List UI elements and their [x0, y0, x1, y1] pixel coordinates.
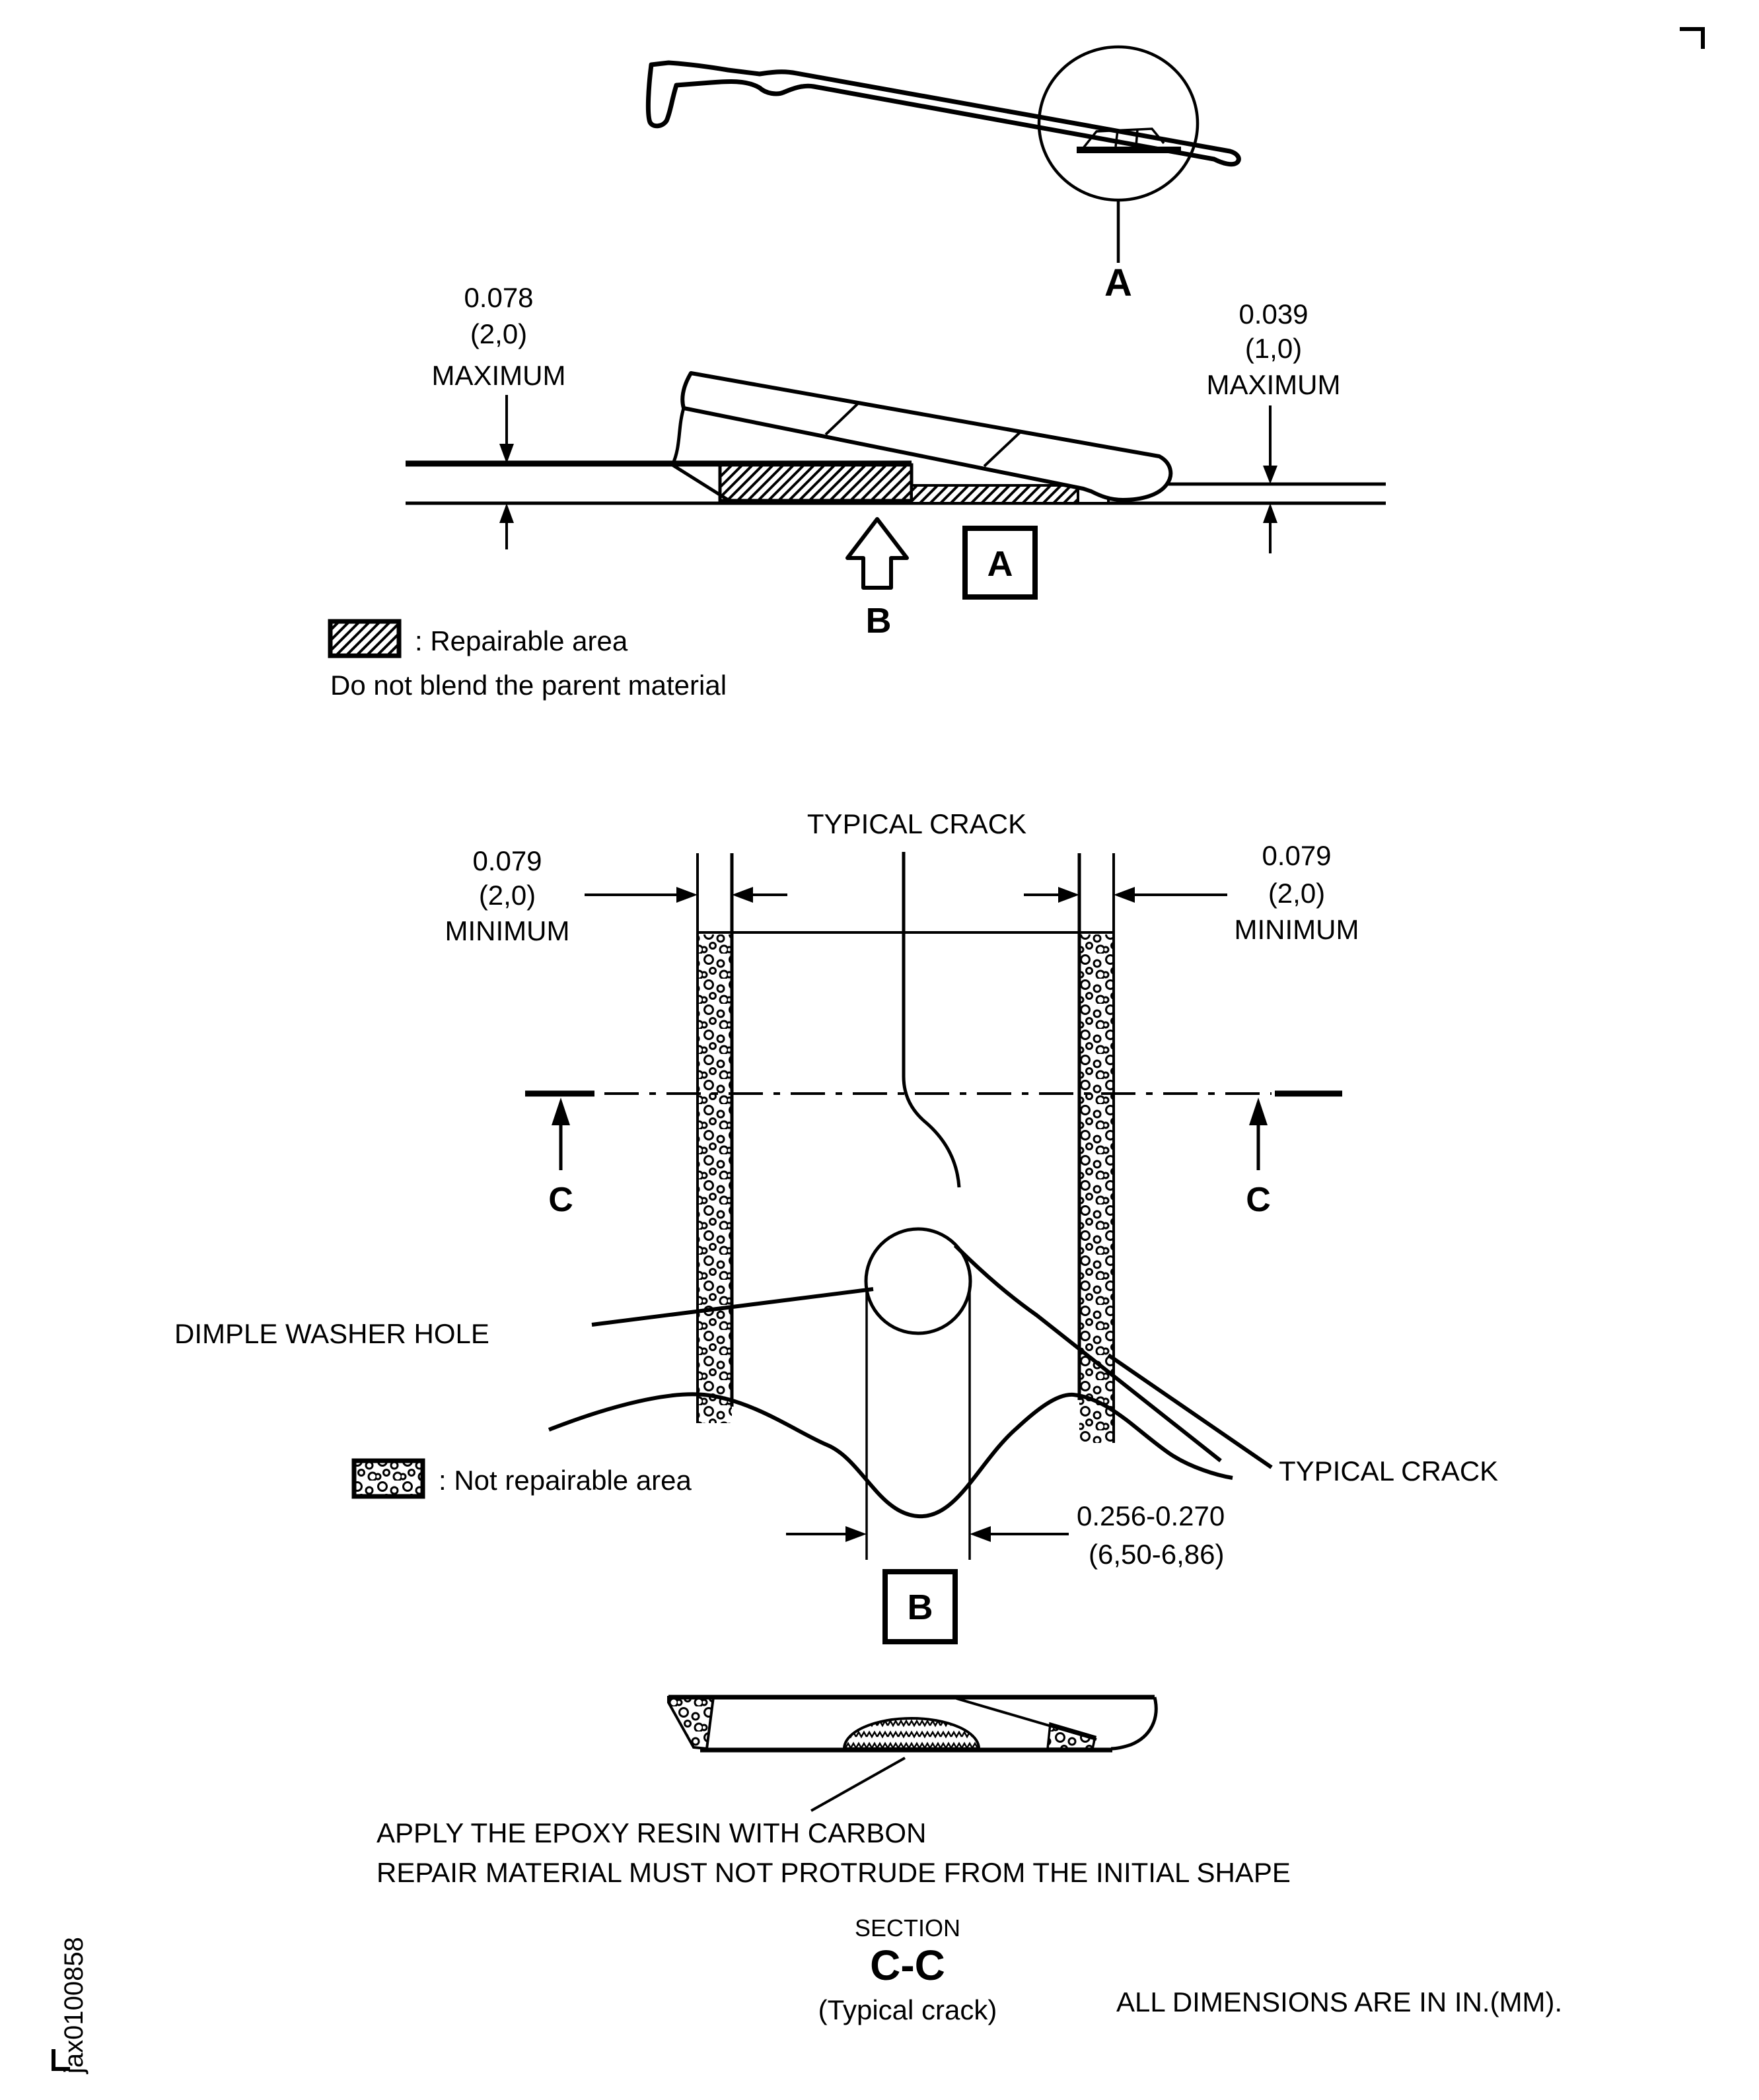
arrowhead-up — [499, 503, 514, 523]
arrowhead-right — [676, 887, 698, 903]
section-arrow-left — [548, 1098, 573, 1219]
hole-dim-mm: (6,50-6,86) — [1089, 1539, 1225, 1570]
legend-not-repairable-label: : Not repairable area — [439, 1465, 692, 1496]
section-arrow-right — [1246, 1098, 1271, 1219]
plan-left-dim-mm: (2,0) — [478, 880, 536, 911]
detail-right-dim-qual: MAXIMUM — [1206, 369, 1341, 400]
section-letter-left: C — [548, 1181, 573, 1219]
view-ref-b-letter: B — [907, 1588, 933, 1627]
top-view — [648, 47, 1238, 304]
detail-left-dim-in: 0.078 — [464, 282, 534, 313]
arrowhead-up — [1249, 1098, 1268, 1125]
crack-line-top — [904, 852, 959, 1187]
plan-right-dim-qual: MINIMUM — [1234, 914, 1359, 945]
units-note: ALL DIMENSIONS ARE IN IN.(MM). — [1116, 1986, 1563, 2017]
arrowhead-right — [845, 1526, 867, 1542]
view-ref-a-letter: A — [987, 544, 1013, 584]
plan-right-dim-mm: (2,0) — [1268, 878, 1326, 909]
hole-label: DIMPLE WASHER HOLE — [174, 1318, 489, 1349]
break-line-wavy — [549, 1394, 1233, 1516]
plan-right-dim-in: 0.079 — [1262, 840, 1332, 871]
detail-right-dimension — [1207, 298, 1341, 553]
detail-left-dimension — [432, 282, 566, 549]
section-facet-line — [956, 1698, 1096, 1739]
detail-label-a: A — [1104, 262, 1132, 304]
detail-view — [406, 282, 1386, 641]
not-repairable-strip-right — [1079, 934, 1114, 1443]
arrowhead-up — [1263, 503, 1277, 523]
epoxy-note-line1: APPLY THE EPOXY RESIN WITH CARBON — [377, 1817, 927, 1848]
detail-left-dim-qual: MAXIMUM — [431, 360, 566, 391]
arrowhead-left — [970, 1526, 991, 1542]
plan-view — [174, 808, 1498, 1642]
right-crack-label: TYPICAL CRACK — [1279, 1455, 1499, 1487]
not-repairable-swatch-icon — [354, 1461, 423, 1496]
pointer-arrow-b — [847, 519, 907, 641]
plan-left-dim-qual: MINIMUM — [445, 915, 570, 946]
hole-dimension — [786, 1500, 1225, 1570]
plan-right-dimension — [1024, 840, 1359, 945]
dimple-washer-hole — [866, 1229, 970, 1333]
figure-code: jax0100858 — [59, 1937, 89, 2074]
plan-left-dim-in: 0.079 — [472, 845, 542, 876]
section-not-repairable-left — [668, 1697, 713, 1749]
arrowhead-down — [1263, 466, 1277, 484]
top-crack-label: TYPICAL CRACK — [807, 808, 1027, 839]
corner-mark-top-right — [1680, 29, 1703, 49]
repair-hatch-primary — [720, 465, 912, 501]
legend-repairable-note: Do not blend the parent material — [330, 670, 727, 701]
arrowhead-right — [1058, 887, 1079, 903]
section-view — [377, 1697, 1291, 2025]
hole-dim-in: 0.256-0.270 — [1077, 1500, 1225, 1531]
section-caption-id: C-C — [870, 1942, 945, 1989]
arrowhead-left — [732, 887, 753, 903]
right-crack-leader — [1108, 1355, 1272, 1467]
legend-repairable — [330, 621, 727, 701]
legend-not-repairable — [354, 1461, 692, 1496]
section-caption-sub: (Typical crack) — [818, 1994, 997, 2025]
epoxy-leader — [811, 1758, 905, 1811]
repairable-swatch-icon — [330, 621, 399, 656]
epoxy-note-line2: REPAIR MATERIAL MUST NOT PROTRUDE FROM THE INITIAL SHAPE — [377, 1857, 1291, 1888]
pointer-label-b: B — [865, 601, 892, 641]
arrowhead-left — [1114, 887, 1135, 903]
epoxy-repair-dome — [844, 1718, 979, 1749]
arrowhead-up — [552, 1098, 570, 1125]
section-letter-right: C — [1246, 1181, 1271, 1219]
detail-left-dim-mm: (2,0) — [470, 318, 528, 349]
view-ref-box-a — [965, 528, 1035, 597]
section-caption-word: SECTION — [854, 1914, 961, 1942]
repair-hatch-secondary — [912, 485, 1078, 503]
view-ref-box-b — [885, 1572, 955, 1642]
not-repairable-strip-left — [698, 934, 732, 1423]
section-cut-line — [525, 1094, 1342, 1219]
section-right-edge — [1111, 1697, 1156, 1749]
legend-repairable-label: : Repairable area — [415, 625, 628, 656]
detail-right-dim-mm: (1,0) — [1244, 333, 1303, 364]
detail-right-dim-in: 0.039 — [1238, 298, 1309, 330]
